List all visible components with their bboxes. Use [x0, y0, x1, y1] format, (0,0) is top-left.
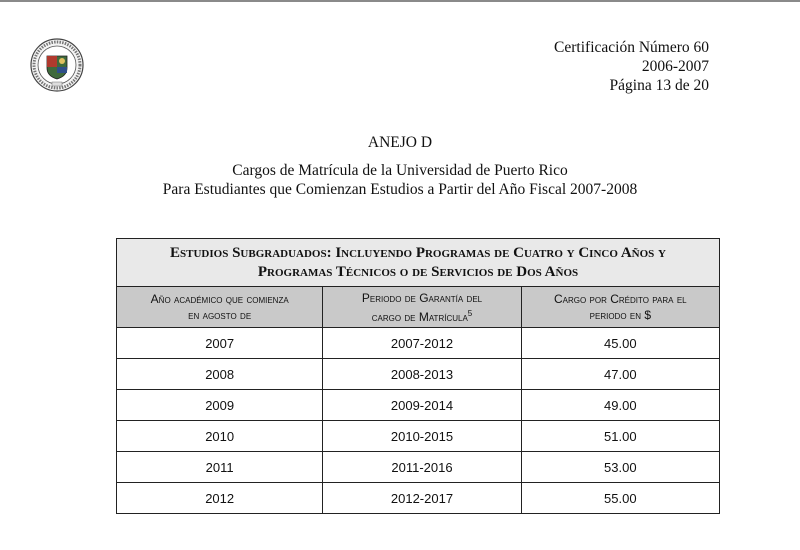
annex-title: ANEJO D — [367, 134, 433, 151]
footnote-marker: 5 — [467, 308, 473, 318]
column-header-guarantee-period — [323, 287, 521, 328]
cell-period: 2010-2015 — [323, 421, 521, 452]
cell-year: 2008 — [117, 359, 323, 390]
column-header-line: Cargo por Crédito para el — [554, 292, 687, 306]
annex-subtitle — [0, 161, 800, 199]
column-header-line: en agosto de — [188, 308, 252, 322]
cell-charge: 55.00 — [521, 483, 719, 514]
column-header-line: periodo en $ — [589, 308, 651, 322]
cell-year: 2009 — [117, 390, 323, 421]
cell-year: 2012 — [117, 483, 323, 514]
certification-number: Certificación Número 60 — [554, 39, 709, 56]
annex-subtitle-line1: Cargos de Matrícula de la Universidad de Puerto Rico — [232, 162, 568, 179]
cell-period: 2009-2014 — [323, 390, 521, 421]
cell-charge: 51.00 — [521, 421, 719, 452]
table-row — [117, 359, 720, 390]
column-header-line — [327, 306, 516, 325]
page-top-border — [0, 0, 800, 2]
cell-charge: 47.00 — [521, 359, 719, 390]
cell-period: 2008-2013 — [323, 359, 521, 390]
cell-period: 2011-2016 — [323, 452, 521, 483]
table-row — [117, 328, 720, 359]
cell-year: 2007 — [117, 328, 323, 359]
table-banner-line1: Estudios Subgraduados: Incluyendo Programas de Cuatro y Cinco Años y — [170, 244, 666, 261]
table-row — [117, 452, 720, 483]
cell-year: 2010 — [117, 421, 323, 452]
university-seal-logo — [30, 38, 84, 92]
annex-subtitle-line2: Para Estudiantes que Comienzan Estudios a Partir del Año Fiscal 2007-2008 — [162, 181, 638, 198]
cell-charge: 45.00 — [521, 328, 719, 359]
table-row — [117, 421, 720, 452]
cell-charge: 49.00 — [521, 390, 719, 421]
page-number: Página 13 de 20 — [609, 77, 709, 94]
cell-period: 2007-2012 — [323, 328, 521, 359]
tuition-table — [116, 238, 720, 514]
column-header-text: cargo de Matrícula — [371, 309, 468, 324]
column-header-line: Año académico que comienza — [150, 292, 289, 306]
table-row — [117, 390, 720, 421]
cell-charge: 53.00 — [521, 452, 719, 483]
table-banner-line2: Programas Técnicos o de Servicios de Dos Años — [257, 263, 579, 280]
column-header-academic-year — [117, 287, 323, 328]
column-header-credit-charge — [521, 287, 719, 328]
table-banner — [117, 239, 720, 287]
column-header-line: Periodo de Garantía del — [361, 290, 483, 305]
certification-year: 2006-2007 — [641, 58, 709, 75]
cell-period: 2012-2017 — [323, 483, 521, 514]
certification-block — [554, 38, 709, 95]
cell-year: 2011 — [117, 452, 323, 483]
table-row — [117, 483, 720, 514]
